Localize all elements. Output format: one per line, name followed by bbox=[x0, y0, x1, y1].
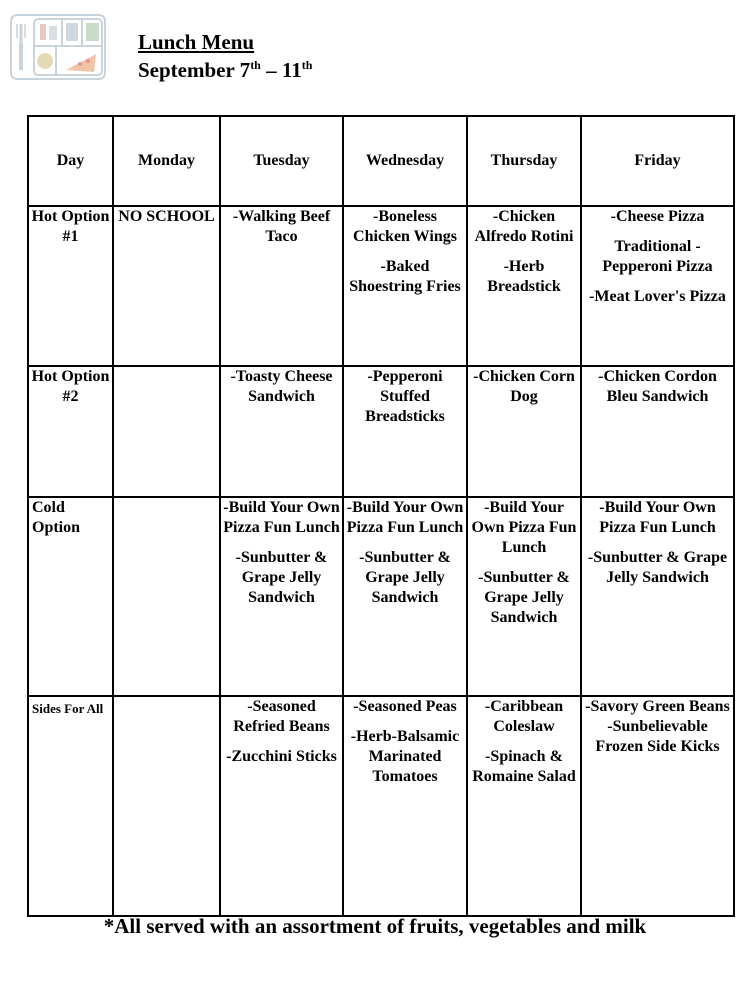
menu-item: -Sunbutter & Grape Jelly Sandwich bbox=[359, 549, 451, 606]
page-title: Lunch Menu bbox=[138, 30, 255, 54]
menu-item: -Seasoned Peas bbox=[353, 698, 457, 715]
menu-cell: NO SCHOOL bbox=[113, 206, 220, 366]
menu-cell-empty bbox=[113, 497, 220, 696]
menu-item: -Zucchini Sticks bbox=[226, 748, 337, 765]
menu-item: -Herb Breadstick bbox=[487, 258, 561, 295]
menu-item: -Seasoned Refried Beans bbox=[233, 698, 330, 735]
date-range bbox=[138, 56, 312, 84]
menu-item: -Build Your Own Pizza Fun Lunch bbox=[471, 499, 577, 556]
lunch-menu-table bbox=[27, 115, 735, 917]
menu-cell bbox=[467, 366, 581, 497]
row-label-line: Hot Option bbox=[31, 208, 110, 225]
row-label: Cold Option bbox=[28, 497, 113, 696]
table-row bbox=[28, 366, 734, 497]
column-header: Wednesday bbox=[343, 116, 467, 206]
menu-item: -Sunbutter & Grape Jelly Sandwich bbox=[478, 569, 570, 626]
menu-cell bbox=[220, 696, 343, 916]
header-row bbox=[28, 116, 734, 206]
menu-item: -Caribbean Coleslaw bbox=[484, 698, 564, 735]
row-label-line: Hot Option bbox=[31, 368, 110, 385]
menu-cell bbox=[343, 497, 467, 696]
menu-cell bbox=[581, 497, 734, 696]
row-label: Sides For All bbox=[28, 696, 113, 916]
menu-item: -Baked Shoestring Fries bbox=[349, 258, 461, 295]
row-label-line: #1 bbox=[62, 228, 79, 245]
menu-cell bbox=[581, 696, 734, 916]
menu-item: -Pepperoni Stuffed Breadsticks bbox=[365, 368, 445, 425]
column-header: Day bbox=[28, 116, 113, 206]
menu-cell bbox=[581, 206, 734, 366]
row-label bbox=[28, 366, 113, 497]
table-row bbox=[28, 696, 734, 916]
menu-item: -Spinach & Romaine Salad bbox=[472, 748, 576, 785]
menu-item: -Sunbutter & Grape Jelly Sandwich bbox=[235, 549, 328, 606]
menu-item: -Savory Green Beans -Sunbelievable Frozen Side Kicks bbox=[585, 698, 730, 755]
menu-item: -Build Your Own Pizza Fun Lunch bbox=[223, 499, 340, 536]
menu-cell bbox=[220, 366, 343, 497]
menu-item: -Toasty Cheese Sandwich bbox=[230, 368, 333, 405]
column-header: Friday bbox=[581, 116, 734, 206]
menu-cell bbox=[467, 206, 581, 366]
menu-item: -Chicken Cordon Bleu Sandwich bbox=[598, 368, 717, 405]
row-label-line: #2 bbox=[62, 388, 79, 405]
menu-item: -Chicken Corn Dog bbox=[473, 368, 575, 405]
menu-cell-empty bbox=[113, 366, 220, 497]
menu-cell bbox=[220, 206, 343, 366]
menu-cell bbox=[581, 366, 734, 497]
menu-cell-empty bbox=[113, 696, 220, 916]
menu-item: Traditional - Pepperoni Pizza bbox=[602, 238, 713, 275]
date-suffix: th bbox=[301, 58, 313, 72]
menu-item: -Boneless Chicken Wings bbox=[353, 208, 457, 245]
menu-cell bbox=[343, 366, 467, 497]
menu-cell bbox=[467, 696, 581, 916]
menu-item: -Walking Beef Taco bbox=[232, 208, 331, 245]
menu-cell bbox=[343, 206, 467, 366]
table-row bbox=[28, 206, 734, 366]
menu-cell bbox=[343, 696, 467, 916]
column-header: Tuesday bbox=[220, 116, 343, 206]
row-label bbox=[28, 206, 113, 366]
date-suffix: th bbox=[250, 58, 261, 72]
date-end: – 11 bbox=[260, 58, 302, 82]
footer-note: *All served with an assortment of fruits, vegetables and milk bbox=[103, 914, 647, 938]
menu-item: -Meat Lover's Pizza bbox=[589, 288, 726, 305]
lunch-tray-icon bbox=[10, 14, 106, 80]
menu-item: -Build Your Own Pizza Fun Lunch bbox=[599, 499, 716, 536]
date-start: September 7 bbox=[138, 58, 251, 82]
menu-cell bbox=[467, 497, 581, 696]
column-header: Monday bbox=[113, 116, 220, 206]
menu-item: -Build Your Own Pizza Fun Lunch bbox=[346, 499, 464, 536]
menu-item: -Sunbutter & Grape Jelly Sandwich bbox=[587, 549, 728, 586]
menu-cell bbox=[220, 497, 343, 696]
menu-item: -Chicken Alfredo Rotini bbox=[474, 208, 574, 245]
menu-item: -Cheese Pizza bbox=[610, 208, 705, 225]
column-header: Thursday bbox=[467, 116, 581, 206]
menu-item: -Herb-Balsamic Marinated Tomatoes bbox=[350, 728, 460, 785]
title-block bbox=[138, 28, 312, 84]
table-row bbox=[28, 497, 734, 696]
